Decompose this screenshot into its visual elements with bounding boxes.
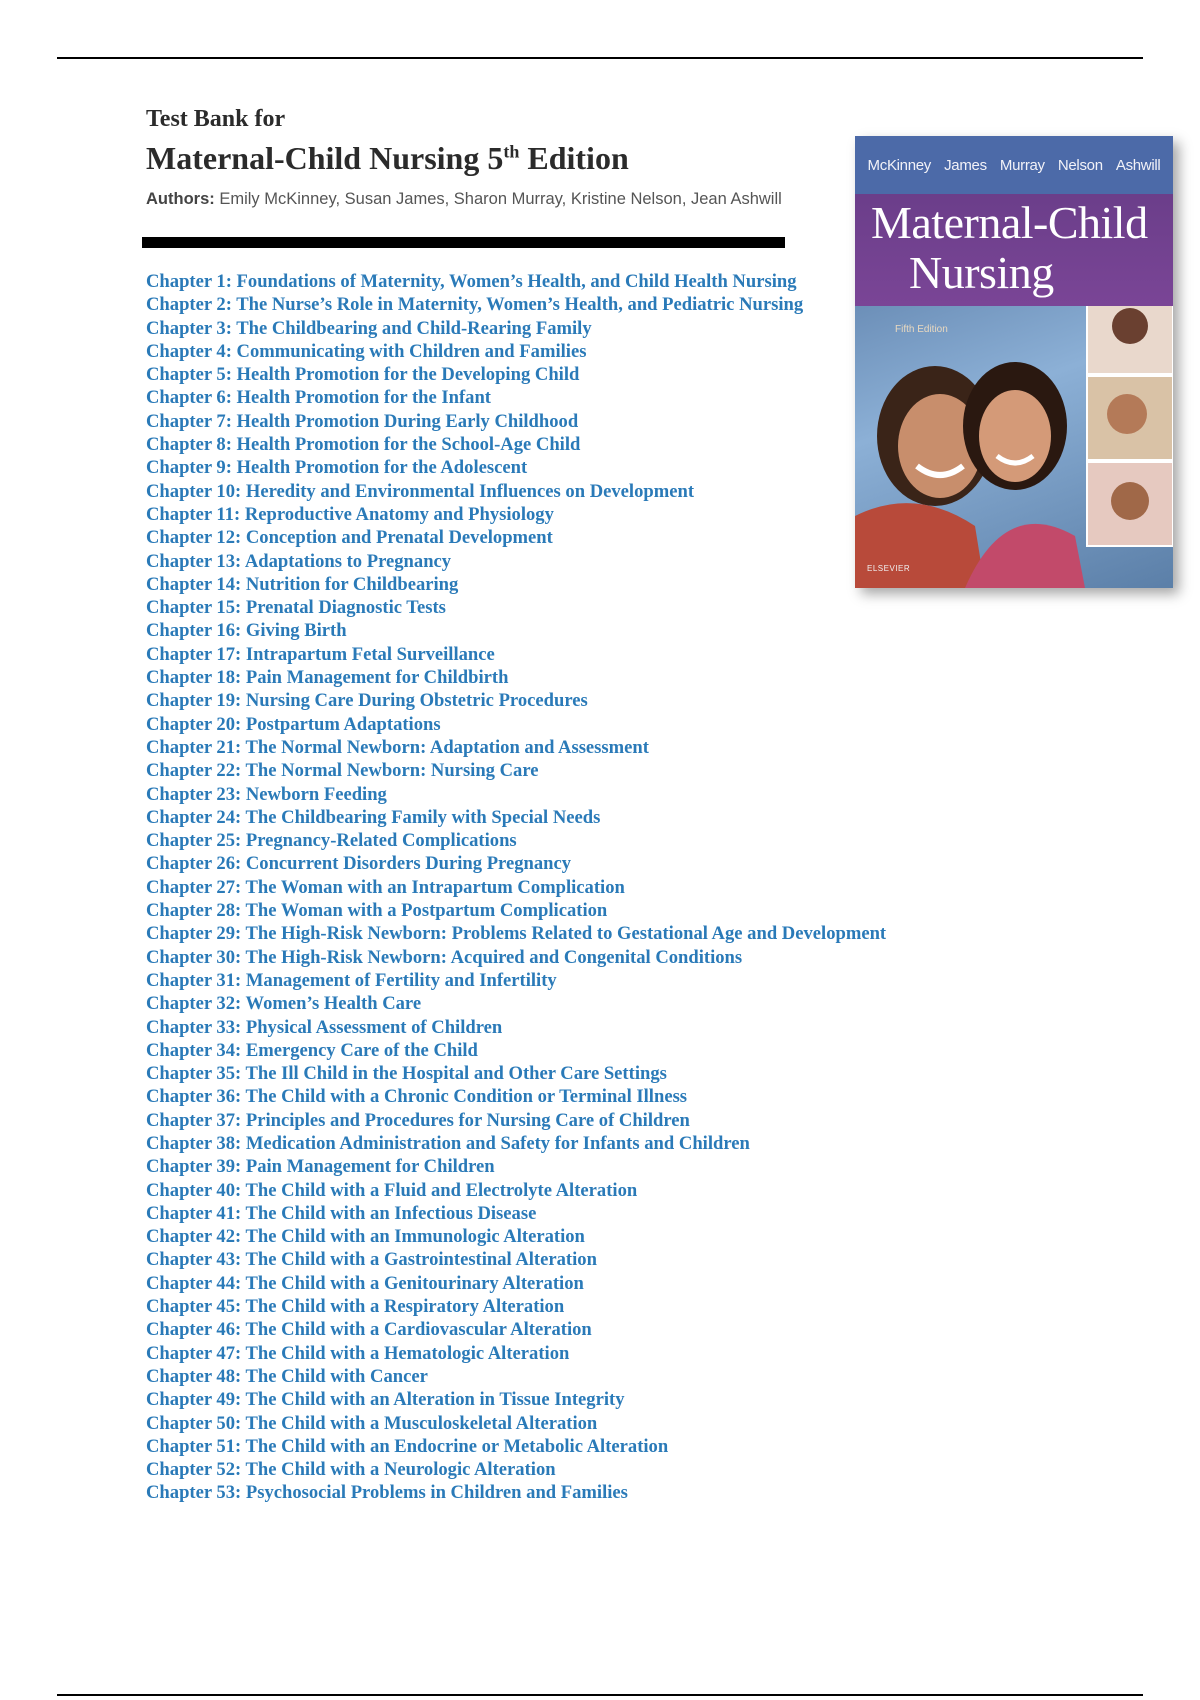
chapter-link[interactable]: Chapter 35: The Ill Child in the Hospital and Other Care Settings	[146, 1063, 667, 1085]
chapter-link[interactable]: Chapter 3: The Childbearing and Child-Rearing Family	[146, 317, 592, 339]
chapter-link[interactable]: Chapter 46: The Child with a Cardiovascular Alteration	[146, 1319, 592, 1341]
chapter-link[interactable]: Chapter 6: Health Promotion for the Infant	[146, 387, 492, 409]
chapter-link[interactable]: Chapter 27: The Woman with an Intrapartum Complication	[146, 876, 625, 898]
chapter-link[interactable]: Chapter 48: The Child with Cancer	[146, 1365, 428, 1387]
chapter-link[interactable]: Chapter 20: Postpartum Adaptations	[146, 713, 441, 735]
title-superscript: th	[503, 141, 520, 162]
chapter-list	[146, 270, 966, 1505]
chapter-link[interactable]: Chapter 8: Health Promotion for the School-Age Child	[146, 434, 581, 456]
chapter-link[interactable]: Chapter 34: Emergency Care of the Child	[146, 1039, 478, 1061]
chapter-link[interactable]: Chapter 22: The Normal Newborn: Nursing Care	[146, 760, 539, 782]
cover-author: Murray	[999, 156, 1045, 174]
chapter-link[interactable]: Chapter 10: Heredity and Environmental Influences on Development	[146, 480, 695, 502]
chapter-link[interactable]: Chapter 21: The Normal Newborn: Adaptation and Assessment	[146, 736, 649, 758]
chapter-link[interactable]: Chapter 4: Communicating with Children and Families	[146, 340, 587, 362]
chapter-link[interactable]: Chapter 40: The Child with a Fluid and Electrolyte Alteration	[146, 1179, 638, 1201]
chapter-link[interactable]: Chapter 12: Conception and Prenatal Development	[146, 527, 553, 549]
chapter-link[interactable]: Chapter 1: Foundations of Maternity, Women’s Health, and Child Health Nursing	[146, 271, 797, 292]
chapter-link[interactable]: Chapter 41: The Child with an Infectious Disease	[146, 1202, 537, 1224]
chapter-link[interactable]: Chapter 11: Reproductive Anatomy and Physiology	[146, 503, 554, 525]
chapter-link[interactable]: Chapter 42: The Child with an Immunologic Alteration	[146, 1226, 585, 1248]
cover-author: McKinney	[867, 156, 932, 174]
chapter-link[interactable]: Chapter 44: The Child with a Genitourinary Alteration	[146, 1272, 584, 1294]
chapter-link[interactable]: Chapter 13: Adaptations to Pregnancy	[146, 550, 452, 572]
chapter-link[interactable]: Chapter 33: Physical Assessment of Children	[146, 1016, 503, 1038]
chapter-link[interactable]: Chapter 47: The Child with a Hematologic Alteration	[146, 1342, 570, 1364]
title-divider	[142, 237, 785, 248]
chapter-link[interactable]: Chapter 28: The Woman with a Postpartum Complication	[146, 900, 608, 922]
cover-publisher: ELSEVIER	[867, 564, 911, 573]
chapter-link[interactable]: Chapter 52: The Child with a Neurologic Alteration	[146, 1459, 556, 1481]
chapter-link[interactable]: Chapter 2: The Nurse’s Role in Maternity, Women’s Health, and Pediatric Nursing	[146, 294, 804, 316]
chapter-link[interactable]: Chapter 39: Pain Management for Children	[146, 1156, 495, 1178]
cover-author: Ashwill	[1115, 156, 1161, 174]
thumbnail-2-figure	[1107, 394, 1147, 434]
chapter-link[interactable]: Chapter 15: Prenatal Diagnostic Tests	[146, 597, 446, 619]
chapter-link[interactable]: Chapter 32: Women’s Health Care	[146, 993, 422, 1015]
chapter-link[interactable]: Chapter 26: Concurrent Disorders During Pregnancy	[146, 853, 572, 875]
chapter-link[interactable]: Chapter 43: The Child with a Gastrointestinal Alteration	[146, 1249, 597, 1271]
title-main: Maternal-Child Nursing 5	[146, 140, 504, 176]
chapter-link[interactable]: Chapter 9: Health Promotion for the Adolescent	[146, 457, 528, 479]
child-clothing	[965, 524, 1085, 588]
top-rule	[57, 57, 1143, 59]
chapter-link[interactable]: Chapter 23: Newborn Feeding	[146, 783, 387, 805]
cover-author: James	[944, 156, 987, 174]
chapter-link[interactable]: Chapter 37: Principles and Procedures for Nursing Care of Children	[146, 1109, 690, 1131]
chapter-link[interactable]: Chapter 49: The Child with an Alteration in Tissue Integrity	[146, 1389, 625, 1411]
cover-author-band	[855, 136, 1173, 194]
authors-label: Authors:	[146, 190, 215, 208]
thumbnail-1-figure	[1112, 308, 1148, 344]
chapter-link[interactable]: Chapter 7: Health Promotion During Early Childhood	[146, 410, 579, 432]
chapter-link[interactable]: Chapter 25: Pregnancy-Related Complications	[146, 830, 517, 852]
cover-edition: Fifth Edition	[895, 324, 948, 335]
authors-names: Emily McKinney, Susan James, Sharon Murray, Kristine Nelson, Jean Ashwill	[219, 190, 782, 208]
child-face	[979, 390, 1051, 482]
chapter-link[interactable]: Chapter 30: The High-Risk Newborn: Acquired and Congenital Conditions	[146, 946, 743, 968]
cover-title-line1: Maternal-Child	[871, 197, 1148, 248]
thumbnail-3-figure	[1111, 482, 1149, 520]
chapter-link[interactable]: Chapter 50: The Child with a Musculoskeletal Alteration	[146, 1412, 598, 1434]
chapter-link[interactable]: Chapter 14: Nutrition for Childbearing	[146, 573, 459, 595]
chapter-link[interactable]: Chapter 45: The Child with a Respiratory Alteration	[146, 1296, 565, 1318]
chapter-link[interactable]: Chapter 29: The High-Risk Newborn: Problems Related to Gestational Age and Development	[146, 923, 887, 945]
chapter-link[interactable]: Chapter 19: Nursing Care During Obstetric Procedures	[146, 690, 588, 712]
chapter-link[interactable]: Chapter 16: Giving Birth	[146, 620, 347, 642]
chapter-link[interactable]: Chapter 51: The Child with an Endocrine or Metabolic Alteration	[146, 1435, 669, 1457]
chapter-link[interactable]: Chapter 18: Pain Management for Childbirth	[146, 667, 509, 689]
cover-title-line2: Nursing	[909, 247, 1054, 298]
chapter-link[interactable]: Chapter 31: Management of Fertility and Infertility	[146, 969, 557, 991]
chapter-link[interactable]: Chapter 53: Psychosocial Problems in Children and Families	[146, 1482, 628, 1504]
chapter-link[interactable]: Chapter 17: Intrapartum Fetal Surveillance	[146, 643, 495, 665]
bottom-rule	[57, 1694, 1143, 1696]
chapter-link[interactable]: Chapter 36: The Child with a Chronic Condition or Terminal Illness	[146, 1086, 688, 1108]
chapter-link[interactable]: Chapter 38: Medication Administration and Safety for Infants and Children	[146, 1132, 750, 1154]
pre-title: Test Bank for	[146, 106, 286, 132]
page-title	[146, 140, 629, 177]
title-edition: Edition	[519, 140, 629, 176]
chapter-link[interactable]: Chapter 5: Health Promotion for the Developing Child	[146, 364, 580, 386]
chapter-link[interactable]: Chapter 24: The Childbearing Family with Special Needs	[146, 806, 601, 828]
authors-line	[146, 189, 796, 209]
cover-author: Nelson	[1057, 156, 1103, 174]
